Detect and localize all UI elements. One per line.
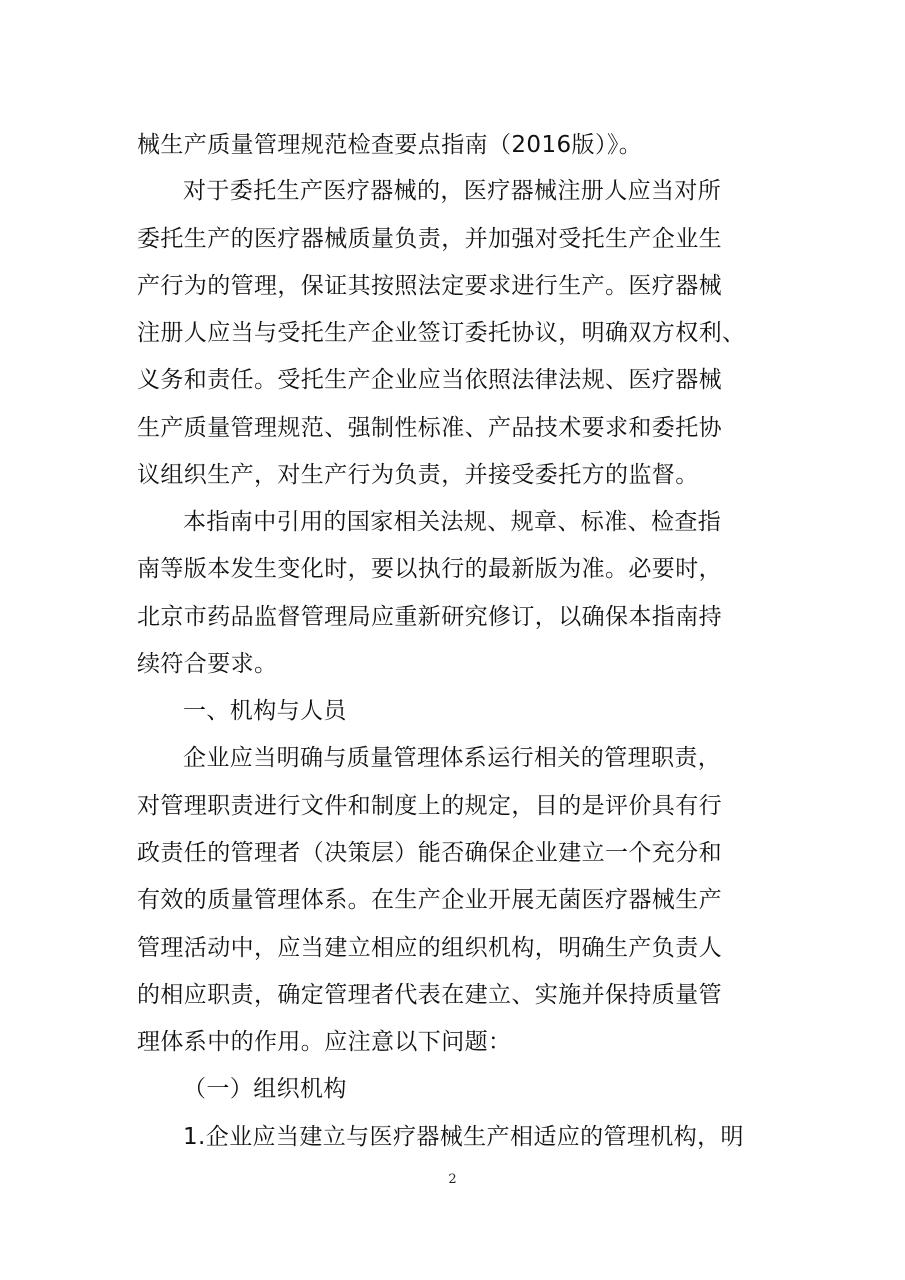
body-text-line: 的相应职责，确定管理者代表在建立、实施并保持质量管 [137,982,722,1008]
subsection-heading: （一）组织机构 [183,1076,347,1102]
page-number: 2 [448,1172,457,1187]
body-text-line: 械生产质量管理规范检查要点指南（2016版）》。 [137,132,643,158]
body-text-line: 续符合要求。 [137,651,278,677]
body-text-line: 有效的质量管理体系。在生产企业开展无菌医疗器械生产 [137,887,722,913]
body-text-line: 义务和责任。受托生产企业应当依照法律法规、医疗器械 [137,367,722,393]
body-text-line: 委托生产的医疗器械质量负责，并加强对受托生产企业生 [137,226,722,252]
body-text-line: 管理活动中，应当建立相应的组织机构，明确生产负责人 [137,935,722,961]
body-text-line: 生产质量管理规范、强制性标准、产品技术要求和委托协 [137,415,722,441]
section-heading: 一、机构与人员 [183,698,347,724]
body-text-line: 产行为的管理，保证其按照法定要求进行生产。医疗器械 [137,273,722,299]
list-item-line: 1.企业应当建立与医疗器械生产相适应的管理机构，明 [183,1124,744,1150]
paragraph-start-line: 本指南中引用的国家相关法规、规章、标准、检查指 [183,509,722,535]
body-text-line: 政责任的管理者（决策层）能否确保企业建立一个充分和 [137,840,722,866]
body-text-line: 对管理职责进行文件和制度上的规定，目的是评价具有行 [137,793,722,819]
body-text-line: 议组织生产，对生产行为负责，并接受委托方的监督。 [137,462,699,488]
body-text-line: 北京市药品监督管理局应重新研究修订，以确保本指南持 [137,604,722,630]
body-text-line: 注册人应当与受托生产企业签订委托协议，明确双方权利、 [137,320,746,346]
paragraph-start-line: 企业应当明确与质量管理体系运行相关的管理职责， [183,745,722,771]
paragraph-start-line: 对于委托生产医疗器械的，医疗器械注册人应当对所 [183,178,722,204]
body-text-line: 理体系中的作用。应注意以下问题： [137,1029,512,1055]
body-text-line: 南等版本发生变化时，要以执行的最新版为准。必要时， [137,556,722,582]
